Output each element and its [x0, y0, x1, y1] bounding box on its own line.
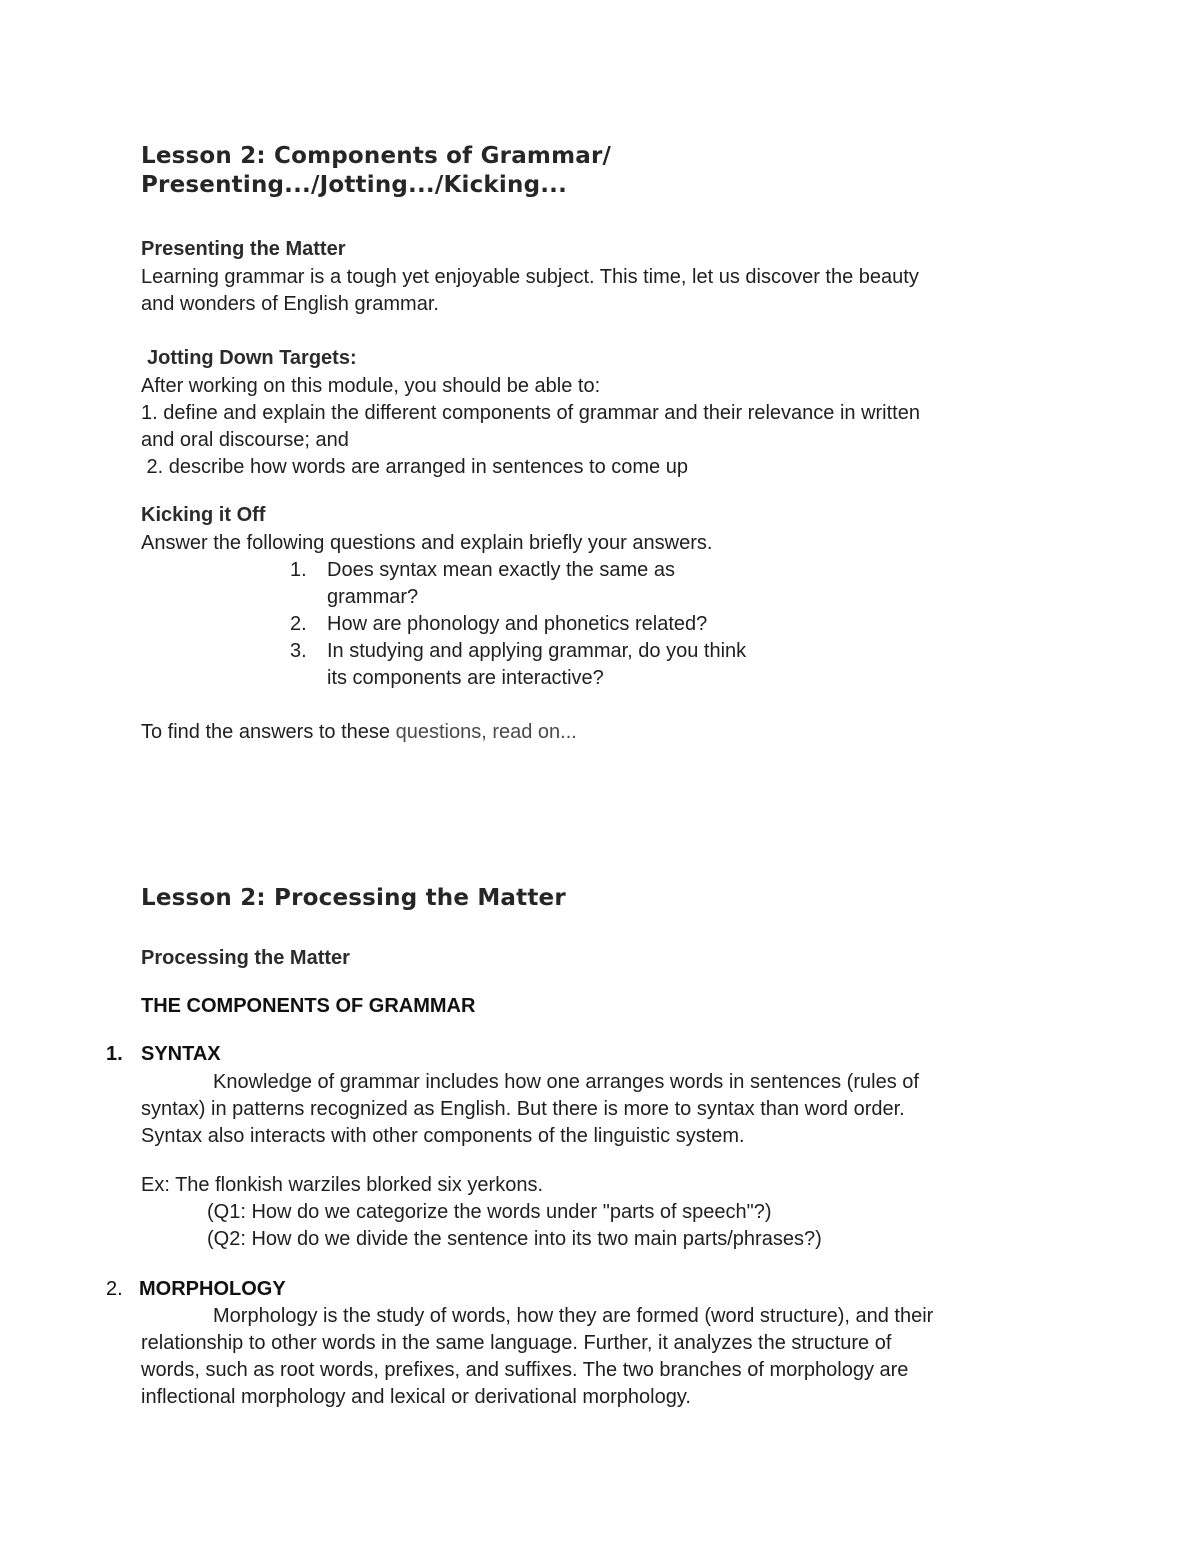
question-item [290, 611, 850, 638]
morphology-line-3: words, such as root words, prefixes, and suffixes. The two branches of morphology are [141, 1359, 909, 1381]
presenting-line-1: Learning grammar is a tough yet enjoyable subject. This time, let us discover the beauty [141, 266, 919, 288]
jotting-paragraph [141, 373, 1071, 481]
question-number: 1. [290, 559, 307, 581]
question-text: How are phonology and phonetics related? [327, 613, 708, 635]
question-text-continued: grammar? [327, 586, 419, 608]
kicking-intro: Answer the following questions and explain briefly your answers. [141, 532, 713, 554]
syntax-line-1: Knowledge of grammar includes how one arranges words in sentences (rules of [213, 1071, 919, 1093]
syntax-heading: SYNTAX [141, 1043, 221, 1065]
jotting-heading: Jotting Down Targets: [147, 347, 357, 369]
lesson-title [141, 142, 1071, 200]
syntax-paragraph [141, 1069, 1059, 1150]
kicking-heading: Kicking it Off [141, 504, 266, 526]
question-text-continued: its components are interactive? [327, 667, 604, 689]
closing-text-part-1: To find the answers to these [141, 721, 396, 743]
question-text: Does syntax mean exactly the same as [327, 559, 675, 581]
question-number: 3. [290, 640, 307, 662]
presenting-heading: Presenting the Matter [141, 238, 346, 260]
morphology-line-1: Morphology is the study of words, how they are formed (word structure), and their [213, 1305, 934, 1327]
morphology-heading: MORPHOLOGY [139, 1278, 286, 1300]
presenting-paragraph [141, 264, 1071, 318]
jotting-line-1: After working on this module, you should be able to: [141, 375, 601, 397]
question-item [290, 638, 850, 692]
lesson-title-line-2: Presenting.../Jotting.../Kicking... [141, 172, 568, 198]
jotting-line-3: and oral discourse; and [141, 429, 349, 451]
question-text: In studying and applying grammar, do you think [327, 640, 747, 662]
lesson-title-line-1: Lesson 2: Components of Grammar/ [141, 143, 612, 169]
syntax-line-2: syntax) in patterns recognized as English. But there is more to syntax than word order. [141, 1098, 905, 1120]
jotting-line-4: 2. describe how words are arranged in sentences to come up [141, 456, 688, 478]
syntax-number: 1. [106, 1043, 123, 1065]
syntax-example: Ex: The flonkish warziles blorked six yerkons. [141, 1174, 544, 1196]
question-list [290, 557, 850, 692]
syntax-question-2: (Q2: How do we divide the sentence into its two main parts/phrases?) [207, 1228, 822, 1250]
closing-text-part-2: questions, read on... [395, 721, 577, 743]
jotting-line-2: 1. define and explain the different components of grammar and their relevance in written [141, 402, 920, 424]
morphology-line-2: relationship to other words in the same language. Further, it analyzes the structure of [141, 1332, 892, 1354]
question-item [290, 557, 850, 611]
morphology-number: 2. [106, 1278, 123, 1300]
presenting-line-2: and wonders of English grammar. [141, 293, 439, 315]
syntax-question-1: (Q1: How do we categorize the words under "parts of speech"?) [207, 1201, 772, 1223]
syntax-line-3: Syntax also interacts with other components of the linguistic system. [141, 1125, 745, 1147]
components-heading: THE COMPONENTS OF GRAMMAR [141, 995, 476, 1017]
kicking-closing [141, 719, 1071, 746]
question-number: 2. [290, 613, 307, 635]
morphology-paragraph [141, 1303, 1059, 1411]
processing-subheading: Processing the Matter [141, 947, 350, 969]
morphology-line-4: inflectional morphology and lexical or derivational morphology. [141, 1386, 691, 1408]
lesson-2-title: Lesson 2: Processing the Matter [141, 885, 566, 911]
